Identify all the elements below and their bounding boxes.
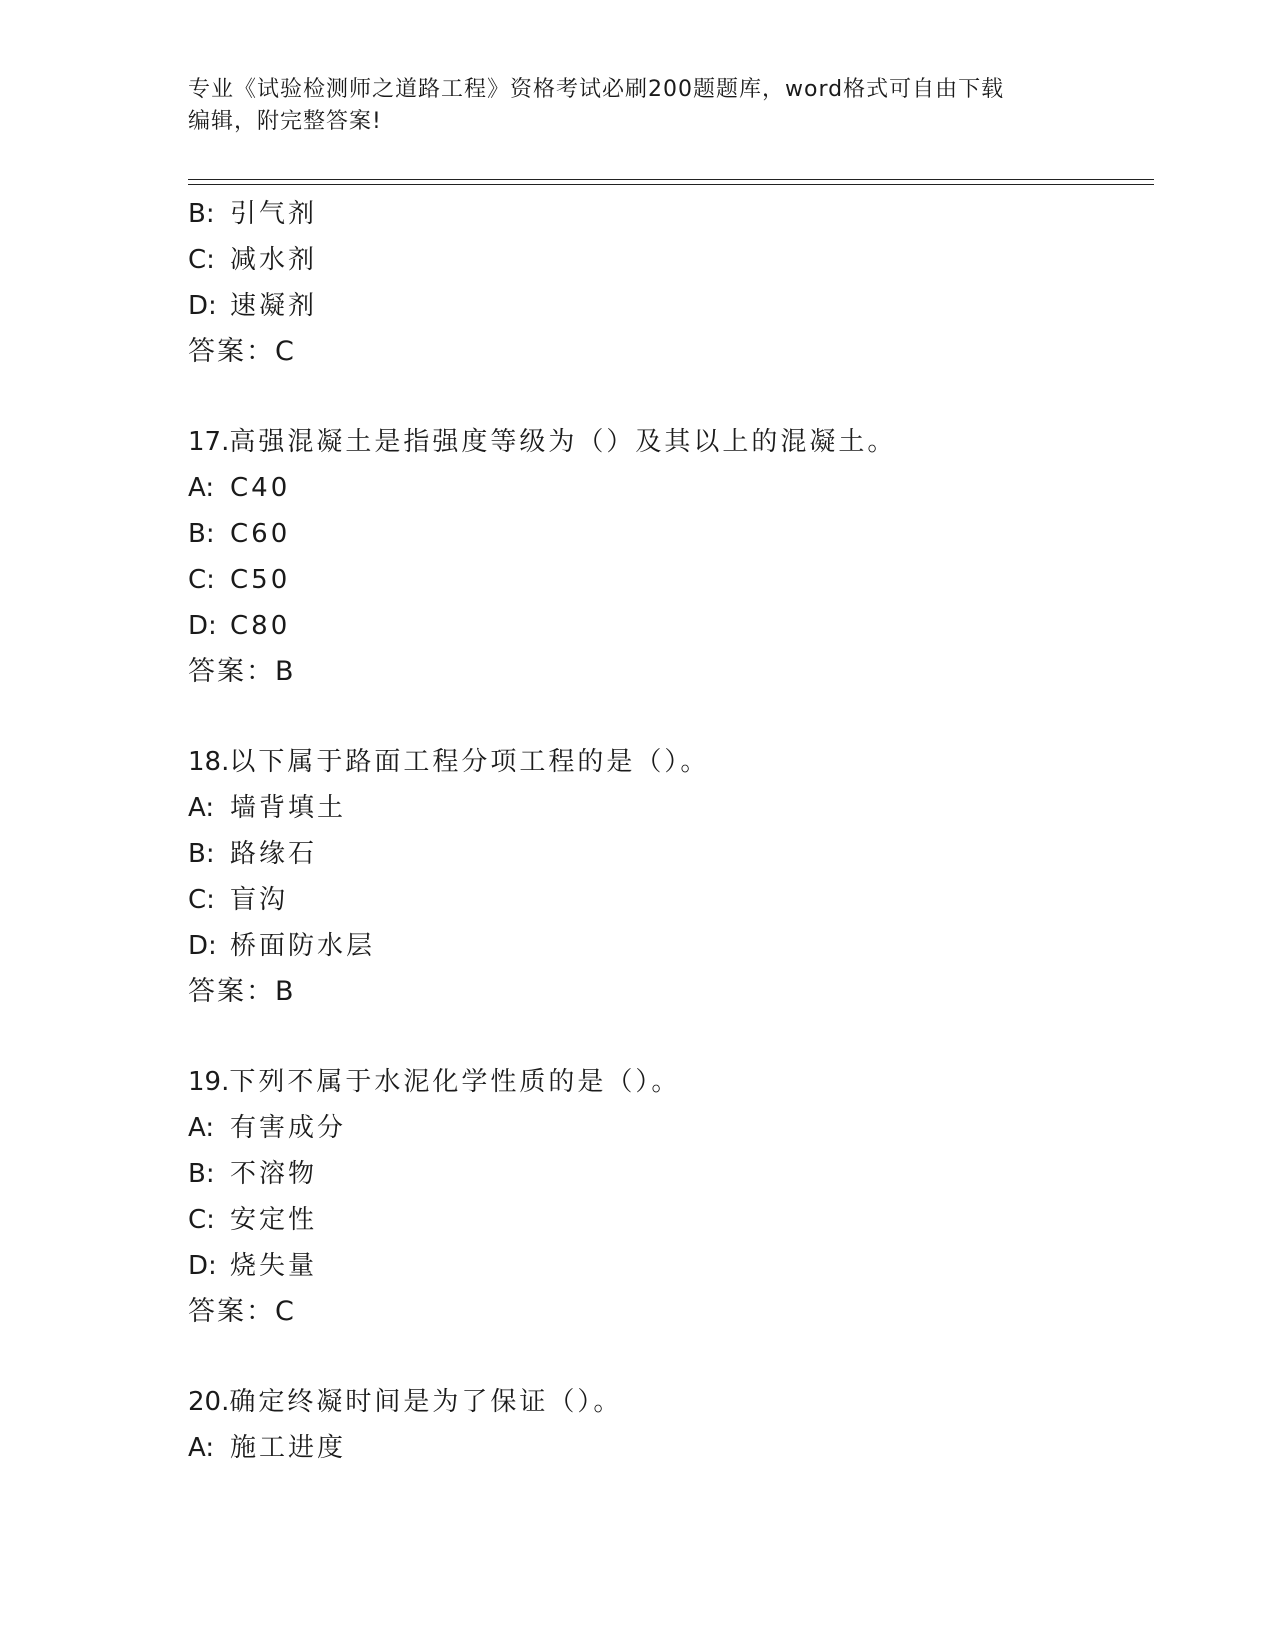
option-key: D: [188, 291, 217, 321]
option-key: A: [188, 1113, 215, 1143]
header-divider-bottom [188, 184, 1154, 185]
option-text: C60 [230, 519, 291, 549]
option-c [188, 557, 1154, 603]
option-key: B: [188, 519, 215, 549]
option-text: 墙背填土 [230, 793, 347, 823]
option-key: A: [188, 793, 215, 823]
answer-line: 答案：C [188, 336, 296, 367]
option-key: D: [188, 931, 217, 961]
option-d [188, 283, 1154, 329]
question-text: 以下属于路面工程分项工程的是（）。 [229, 747, 710, 777]
header-title-line-1: 专业《试验检测师之道路工程》资格考试必刷200题题库，word格式可自由下载 [188, 77, 1005, 102]
option-key: C: [188, 1205, 215, 1235]
header-title-line-2: 编辑，附完整答案! [188, 109, 382, 134]
option-key: C: [188, 245, 215, 275]
option-b [188, 511, 1154, 557]
option-c [188, 237, 1154, 283]
document-header [188, 74, 1088, 138]
spacer [188, 1015, 1154, 1059]
option-b [188, 191, 1154, 237]
question-text: 高强混凝土是指强度等级为（）及其以上的混凝土。 [229, 427, 897, 457]
question-stem [188, 1059, 1154, 1105]
option-a [188, 785, 1154, 831]
option-c [188, 1197, 1154, 1243]
answer-line: 答案：B [188, 656, 296, 687]
header-divider-top [188, 179, 1154, 180]
option-key: B: [188, 199, 215, 229]
option-text: 引气剂 [230, 199, 318, 229]
option-text: 盲沟 [230, 885, 289, 915]
option-b [188, 1151, 1154, 1197]
option-text: 减水剂 [230, 245, 318, 275]
spacer [188, 375, 1154, 419]
option-a [188, 1425, 1154, 1471]
option-text: C80 [230, 611, 291, 641]
question-20 [188, 1379, 1154, 1471]
option-key: D: [188, 611, 217, 641]
question-number: 17. [188, 427, 230, 457]
option-key: C: [188, 565, 215, 595]
question-number: 18. [188, 747, 230, 777]
option-b [188, 831, 1154, 877]
question-number: 19. [188, 1067, 230, 1097]
option-text: 桥面防水层 [230, 931, 376, 961]
option-text: 安定性 [230, 1205, 318, 1235]
option-text: C50 [230, 565, 291, 595]
option-text: 不溶物 [230, 1159, 318, 1189]
question-stem [188, 1379, 1154, 1425]
option-text: 施工进度 [230, 1433, 347, 1463]
answer-line: 答案：B [188, 976, 296, 1007]
spacer [188, 1335, 1154, 1379]
question-list [188, 191, 1154, 1471]
option-text: 有害成分 [230, 1113, 347, 1143]
question-19 [188, 1059, 1154, 1335]
option-d [188, 603, 1154, 649]
option-a [188, 1105, 1154, 1151]
question-17 [188, 419, 1154, 695]
question-text: 确定终凝时间是为了保证（）。 [229, 1387, 623, 1417]
option-text: 路缘石 [230, 839, 318, 869]
option-key: D: [188, 1251, 217, 1281]
option-key: C: [188, 885, 215, 915]
question-18 [188, 739, 1154, 1015]
option-text: C40 [230, 473, 291, 503]
option-a [188, 465, 1154, 511]
option-key: B: [188, 1159, 215, 1189]
question-text: 下列不属于水泥化学性质的是（）。 [229, 1067, 681, 1097]
option-key: A: [188, 473, 215, 503]
option-d [188, 1243, 1154, 1289]
option-key: A: [188, 1433, 215, 1463]
spacer [188, 695, 1154, 739]
answer-line: 答案：C [188, 1296, 296, 1327]
option-d [188, 923, 1154, 969]
option-key: B: [188, 839, 215, 869]
question-number: 20. [188, 1387, 230, 1417]
option-c [188, 877, 1154, 923]
question-16-continuation [188, 191, 1154, 375]
option-text: 速凝剂 [230, 291, 318, 321]
question-stem [188, 419, 1154, 465]
question-stem [188, 739, 1154, 785]
option-text: 烧失量 [230, 1251, 318, 1281]
